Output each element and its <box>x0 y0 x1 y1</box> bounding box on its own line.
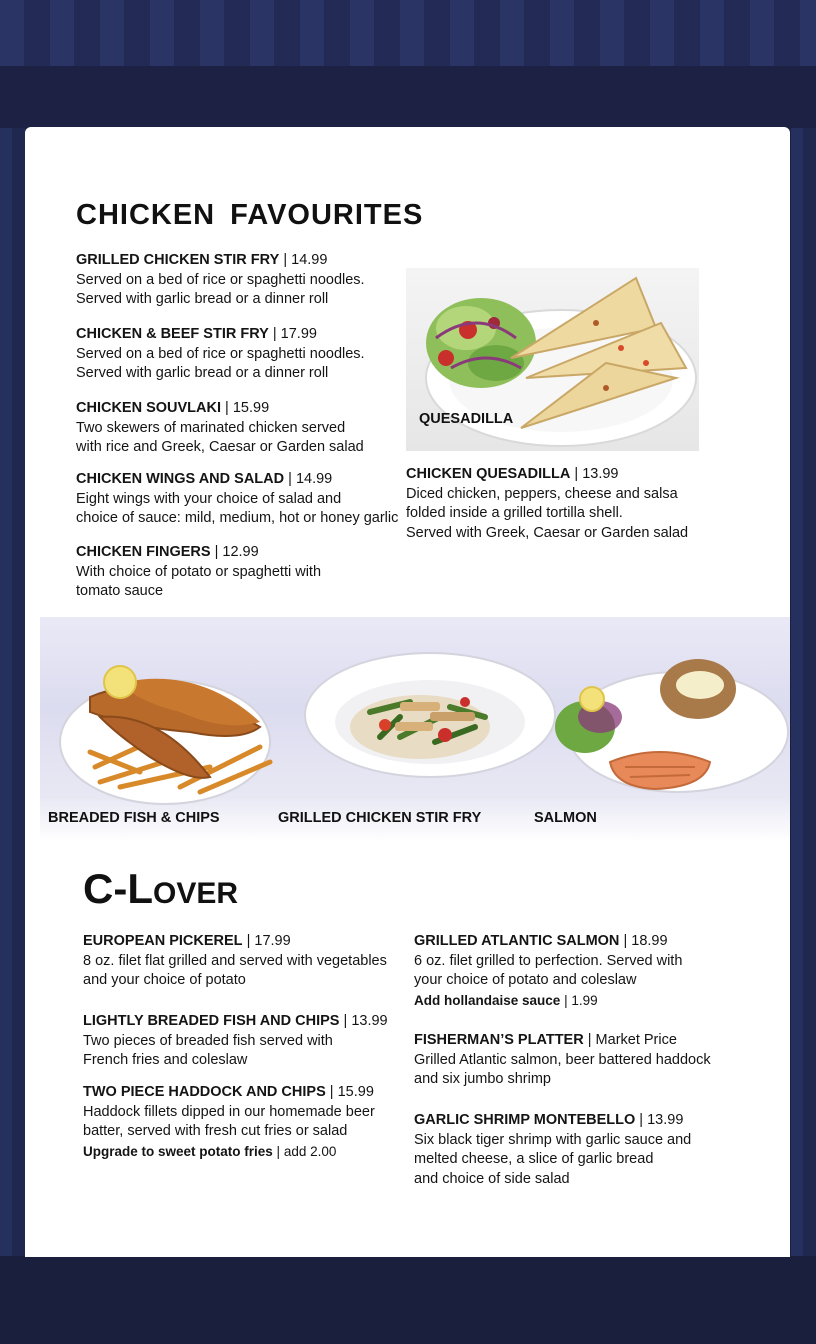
item-price: 18.99 <box>631 933 668 949</box>
item-desc: Six black tiger shrimp with garlic sauce and <box>414 1131 692 1148</box>
food-photos-image <box>40 617 790 842</box>
item-price: 13.99 <box>582 466 619 482</box>
photo-strip <box>40 617 790 842</box>
item-desc: with rice and Greek, Caesar or Garden salad <box>76 439 364 455</box>
item-price: Market Price <box>595 1032 677 1048</box>
item-desc: Two skewers of marinated chicken served <box>76 419 346 436</box>
menu-item: CHICKEN QUESADILLA | 13.99 Diced chicken, peppers, cheese and salsa folded inside a grilled tortilla shell. Served with Greek, Caesar or Garden salad <box>406 465 688 543</box>
item-desc: Grilled Atlantic salmon, beer battered haddock <box>414 1051 711 1068</box>
section-title-seafood: C-LOVER <box>83 865 239 912</box>
menu-item: GRILLED CHICKEN STIR FRY | 14.99 Served on a bed of rice or spaghetti noodles. Served with garlic bread or a dinner roll <box>76 251 365 310</box>
item-desc: and choice of side salad <box>414 1170 570 1187</box>
item-desc: tomato sauce <box>76 583 164 599</box>
item-desc: Served on a bed of rice or spaghetti noodles. <box>76 271 365 288</box>
item-name: EUROPEAN PICKEREL <box>83 933 243 949</box>
menu-item: GARLIC SHRIMP MONTEBELLO | 13.99 Six black tiger shrimp with garlic sauce and melted cheese, a slice of garlic bread and choice of side salad <box>414 1111 691 1189</box>
item-upgrade-price: add 2.00 <box>283 1143 337 1159</box>
item-upgrade: Add hollandaise sauce <box>414 992 561 1008</box>
item-name: CHICKEN FINGERS <box>76 544 211 560</box>
item-name: CHICKEN & BEEF STIR FRY <box>76 326 269 342</box>
menu-item: EUROPEAN PICKEREL | 17.99 8 oz. filet flat grilled and served with vegetables and your choice of potato <box>83 932 387 991</box>
menu-item: LIGHTLY BREADED FISH AND CHIPS | 13.99 Two pieces of breaded fish served with French fries and coleslaw <box>83 1012 388 1071</box>
header-band <box>0 66 816 128</box>
item-desc: Served on a bed of rice or spaghetti noodles. <box>76 345 365 362</box>
item-desc: Served with garlic bread or a dinner roll <box>76 291 329 307</box>
item-desc: With choice of potato or spaghetti with <box>76 563 322 580</box>
item-desc: Diced chicken, peppers, cheese and salsa <box>406 485 678 502</box>
item-name: GRILLED CHICKEN STIR FRY <box>76 252 280 268</box>
item-price: 15.99 <box>232 400 270 416</box>
item-desc: and six jumbo shrimp <box>414 1071 551 1087</box>
item-price: 15.99 <box>337 1084 374 1100</box>
item-name: FISHERMAN’S PLATTER <box>414 1032 584 1048</box>
item-name: CHICKEN WINGS AND SALAD <box>76 471 285 487</box>
item-price: 14.99 <box>295 471 333 487</box>
item-price: 14.99 <box>291 252 328 268</box>
item-desc: Served with Greek, Caesar or Garden salad <box>406 524 689 541</box>
menu-item: CHICKEN WINGS AND SALAD | 14.99 Eight wings with your choice of salad and choice of sauce: mild, medium, hot or honey garlic <box>76 470 398 529</box>
menu-page <box>25 127 790 1257</box>
item-name: TWO PIECE HADDOCK AND CHIPS <box>83 1084 326 1100</box>
item-price: 12.99 <box>222 544 259 560</box>
quesadilla-photo <box>406 268 699 451</box>
item-desc: Served with garlic bread or a dinner roll <box>76 365 329 381</box>
item-price: 17.99 <box>280 326 317 342</box>
item-upgrade-price: 1.99 <box>571 992 598 1008</box>
menu-item: CHICKEN SOUVLAKI | 15.99 Two skewers of marinated chicken served with rice and Greek, Caesar or Garden salad <box>76 399 364 458</box>
footer-band <box>0 1256 816 1344</box>
item-price: 13.99 <box>351 1013 388 1029</box>
photo-label-quesadilla: QUESADILLA <box>419 411 514 427</box>
item-upgrade: Upgrade to sweet potato fries <box>83 1143 273 1159</box>
item-price: 17.99 <box>254 933 291 949</box>
menu-item: FISHERMAN’S PLATTER | Market Price Grilled Atlantic salmon, beer battered haddock and six jumbo shrimp <box>414 1031 711 1090</box>
item-desc: Haddock fillets dipped in our homemade beer <box>83 1103 375 1120</box>
left-border <box>0 128 25 1258</box>
item-price: 13.99 <box>647 1112 684 1128</box>
photo-label-fish-chips: BREADED FISH & CHIPS <box>48 810 220 826</box>
item-desc: French fries and coleslaw <box>83 1052 248 1068</box>
photo-label-stir-fry: GRILLED CHICKEN STIR FRY <box>278 810 482 826</box>
item-name: GRILLED ATLANTIC SALMON <box>414 933 620 949</box>
menu-item: GRILLED ATLANTIC SALMON | 18.99 6 oz. filet grilled to perfection. Served with your choice of potato and coleslaw Add hollandaise sauce | 1.99 <box>414 933 683 1008</box>
item-desc: 6 oz. filet grilled to perfection. Served with <box>414 952 683 969</box>
item-name: GARLIC SHRIMP MONTEBELLO <box>414 1112 636 1128</box>
menu-item: CHICKEN FINGERS | 12.99 With choice of potato or spaghetti with tomato sauce <box>76 543 321 602</box>
item-desc: batter, served with fresh cut fries or salad <box>83 1123 348 1139</box>
item-name: CHICKEN SOUVLAKI <box>76 400 222 416</box>
item-name: CHICKEN QUESADILLA <box>406 466 571 482</box>
item-desc: folded inside a grilled tortilla shell. <box>406 505 623 521</box>
header-stripes <box>0 0 816 66</box>
item-desc: your choice of potato and coleslaw <box>414 972 637 988</box>
item-desc: choice of sauce: mild, medium, hot or honey garlic <box>76 510 399 526</box>
item-desc: 8 oz. filet flat grilled and served with vegetables <box>83 952 387 969</box>
section-title-chicken: CHICKEN FAVOURITES <box>76 199 424 231</box>
right-border <box>791 128 816 1258</box>
item-desc: and your choice of potato <box>83 972 246 988</box>
photo-label-salmon: SALMON <box>534 810 597 826</box>
item-desc: Two pieces of breaded fish served with <box>83 1032 333 1049</box>
menu-item: CHICKEN & BEEF STIR FRY | 17.99 Served on a bed of rice or spaghetti noodles. Served with garlic bread or a dinner roll <box>76 325 365 384</box>
item-desc: Eight wings with your choice of salad and <box>76 490 342 507</box>
item-desc: melted cheese, a slice of garlic bread <box>414 1151 654 1167</box>
item-name: LIGHTLY BREADED FISH AND CHIPS <box>83 1013 340 1029</box>
menu-item: TWO PIECE HADDOCK AND CHIPS | 15.99 Haddock fillets dipped in our homemade beer batter, served with fresh cut fries or salad Upgrade to sweet potato fries | add 2.00 <box>83 1084 375 1159</box>
